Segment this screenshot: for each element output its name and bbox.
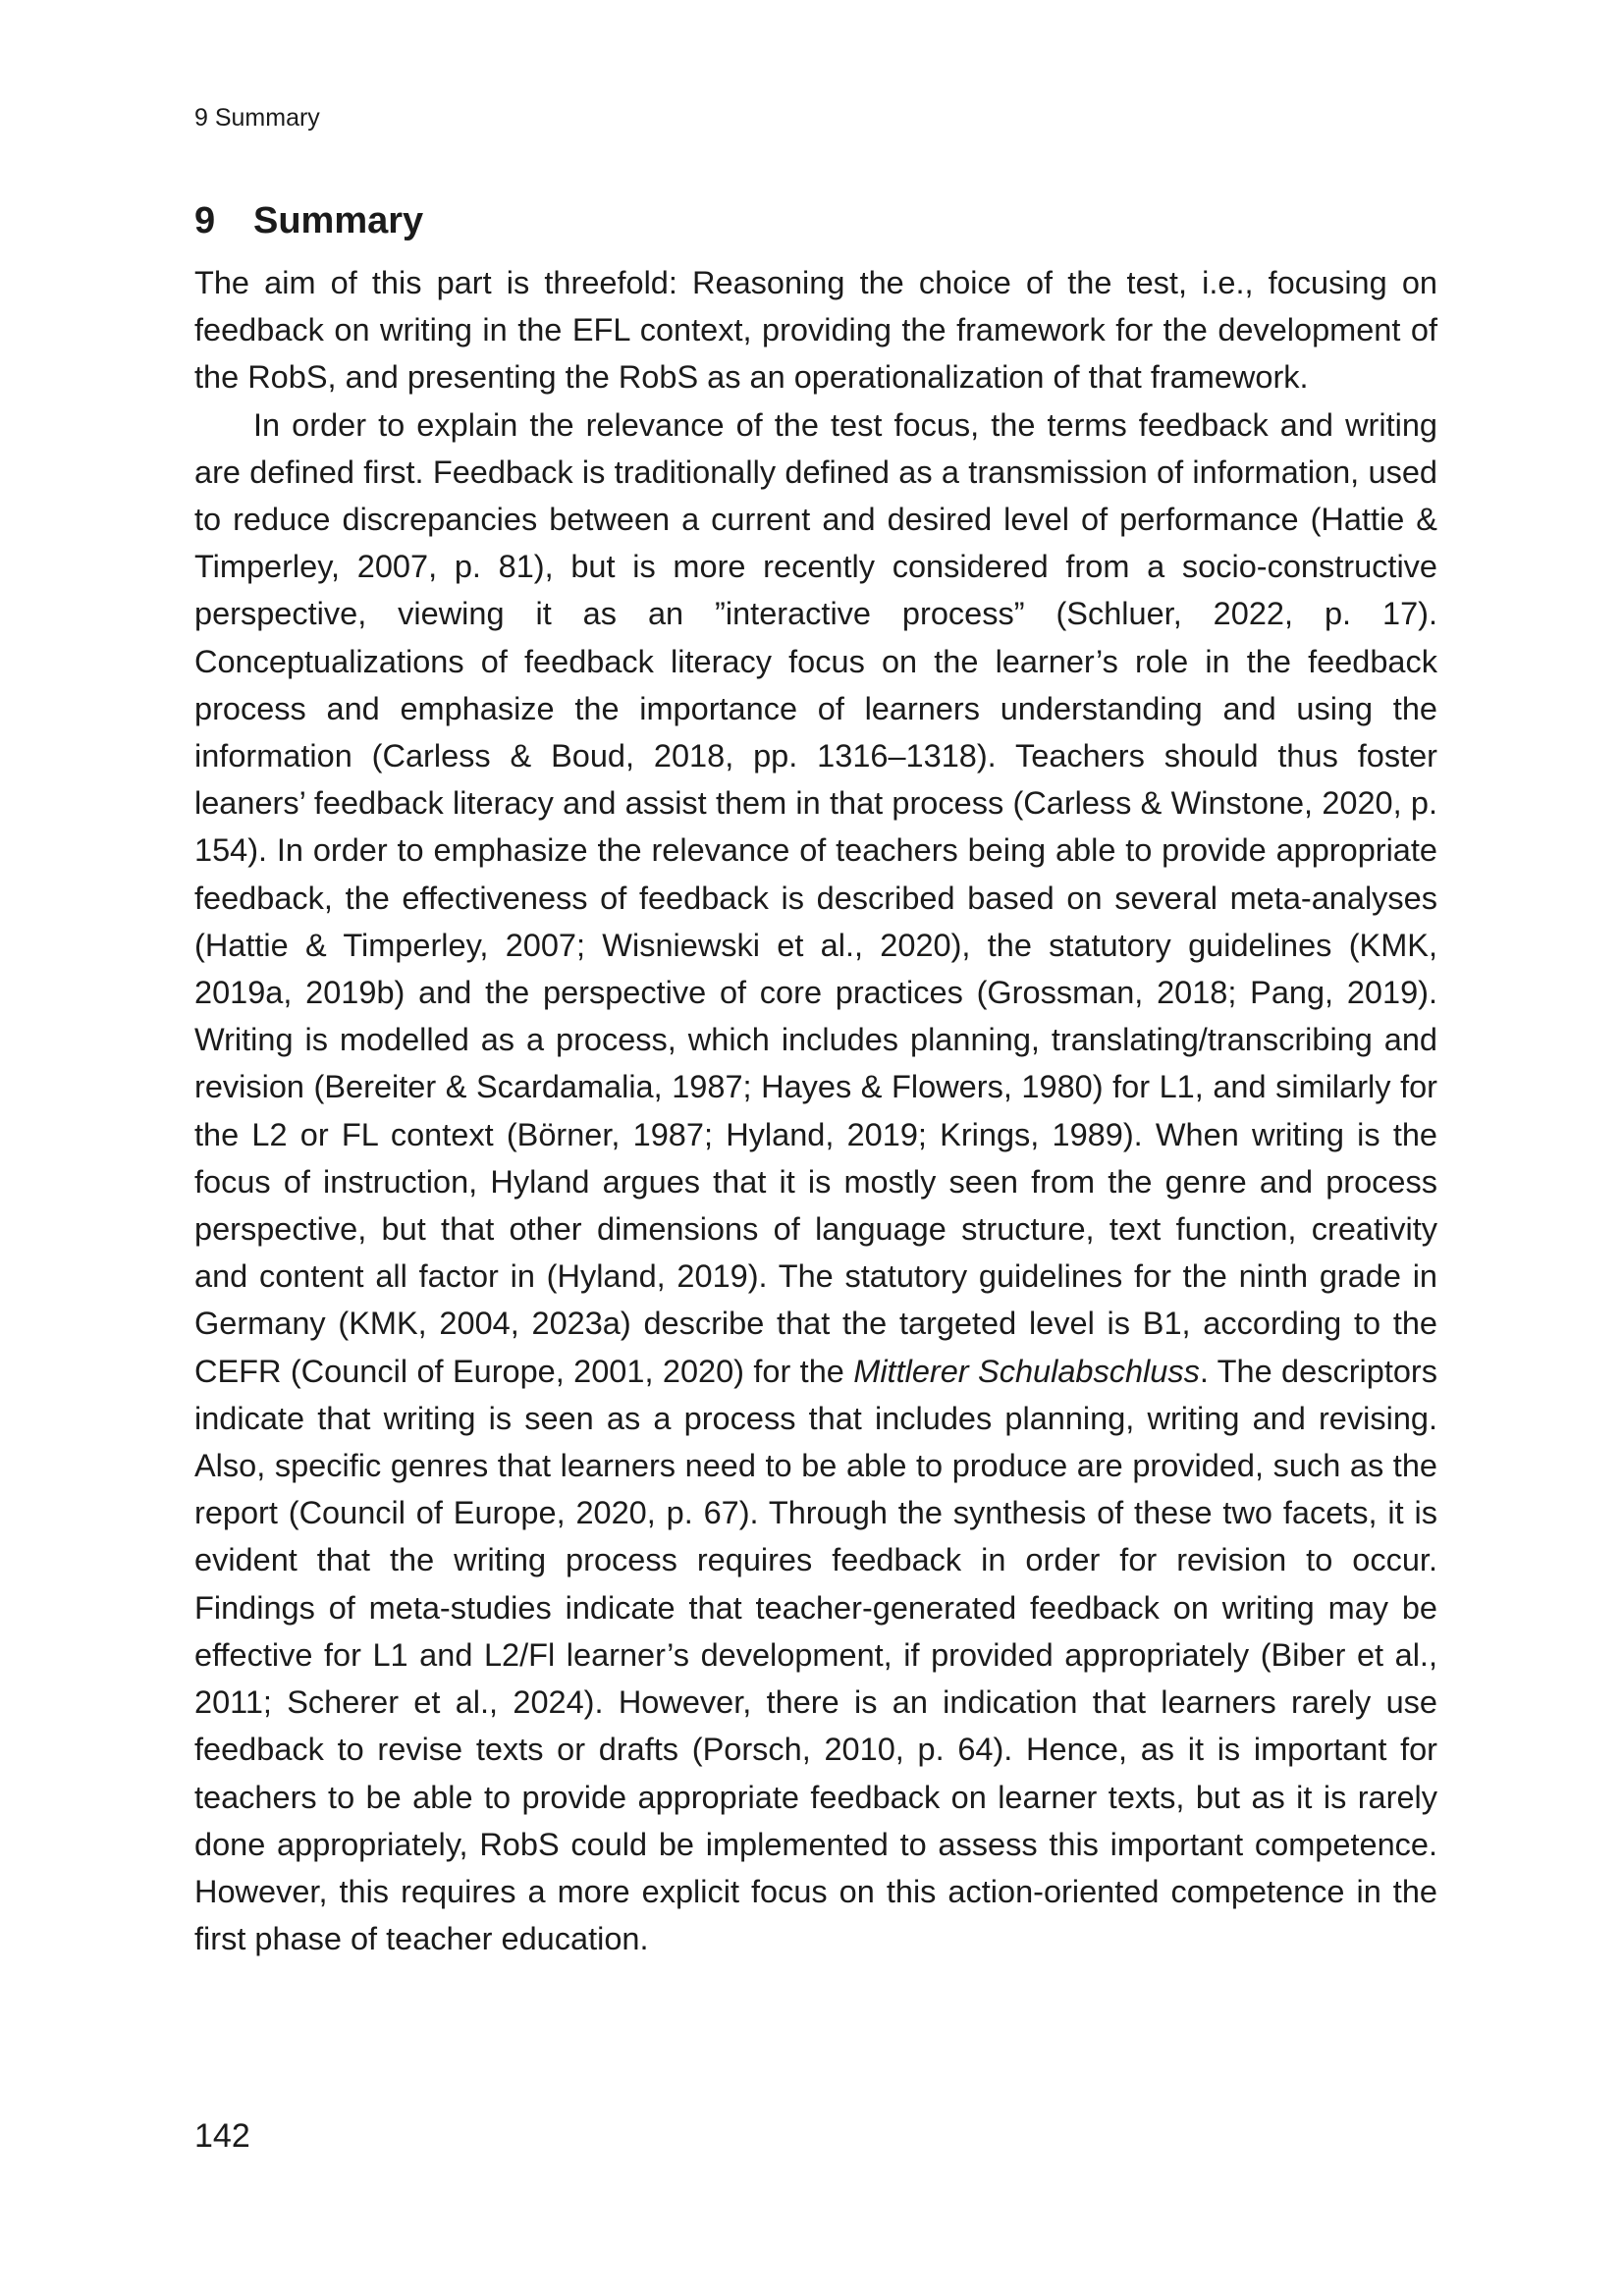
section-title: Summary — [253, 200, 424, 241]
paragraph-2-italic-term: Mittlerer Schulabschluss — [853, 1353, 1200, 1389]
section-number: 9 — [194, 200, 216, 241]
paragraph-2-text-a: In order to explain the relevance of the test focus, the terms feedback and writing are defined first. Feedback is traditionally defined as a transmission of information, used to reduce discrepancies between a current and desired level of performance (Hattie & Timperley, 2007, p. 81), but is more recently considered from a socio-constructive perspective, viewing it as an ”interactive process” (Schluer, 2022, p. 17). Conceptualizations of feedback literacy focus on the learner’s role in the feedback process and emphasize the importance of learners understanding and using the information (Carless & Boud, 2018, pp. 1316–1318). Teachers should thus foster leaners’ feedback literacy and assist them in that process (Carless & Winstone, 2020, p. 154). In order to emphasize the relevance of teachers being able to provide appropriate feedback, the effectiveness of feedback is described based on several meta-analyses (Hattie & Timperley, 2007; Wisniewski et al., 2020), the statutory guidelines (KMK, 2019a, 2019b) and the perspective of core practices (Grossman, 2018; Pang, 2019). Writing is modelled as a process, which includes planning, translating/transcribing and revision (Bereiter & Scardamalia, 1987; Hayes & Flowers, 1980) for L1, and similarly for the L2 or FL context (Börner, 1987; Hyland, 2019; Krings, 1989). When writing is the focus of instruction, Hyland argues that it is mostly seen from the genre and process perspective, but that other dimensions of language structure, text function, creativity and content all factor in (Hyland, 2019). The statutory guidelines for the ninth grade in Germany (KMK, 2004, 2023a) describe that the targeted level is B1, according to the CEFR (Council of Europe, 2001, 2020) for the — [194, 406, 1437, 1389]
body-text — [194, 259, 1437, 1962]
page-number: 142 — [194, 2117, 250, 2155]
paragraph-1: The aim of this part is threefold: Reasoning the choice of the test, i.e., focusing on feedback on writing in the EFL context, providing the framework for the development of the RobS, and presenting the RobS as an operationalization of that framework. — [194, 265, 1437, 396]
section-heading — [194, 196, 423, 245]
paragraph-2-text-b: . The descriptors indicate that writing is seen as a process that includes planning, writing and revising. Also, specific genres that learners need to be able to produce are provided, such as the report (Council of Europe, 2020, p. 67). Through the synthesis of these two facets, it is evident that the writing process requires feedback in order for revision to occur. Findings of meta-studies indicate that teacher-generated feedback on writing may be effective for L1 and L2/Fl learner’s development, if provided appropriately (Biber et al., 2011; Scherer et al., 2024). However, there is an indication that learners rarely use feedback to revise texts or drafts (Porsch, 2010, p. 64). Hence, as it is important for teachers to be able to provide appropriate feedback on learner texts, but as it is rarely done appropriately, RobS could be implemented to assess this important competence. However, this requires a more explicit focus on this action-oriented competence in the first phase of teacher education. — [194, 1353, 1438, 1957]
running-head: 9 Summary — [194, 104, 320, 132]
paragraph-2 — [194, 401, 1437, 1963]
